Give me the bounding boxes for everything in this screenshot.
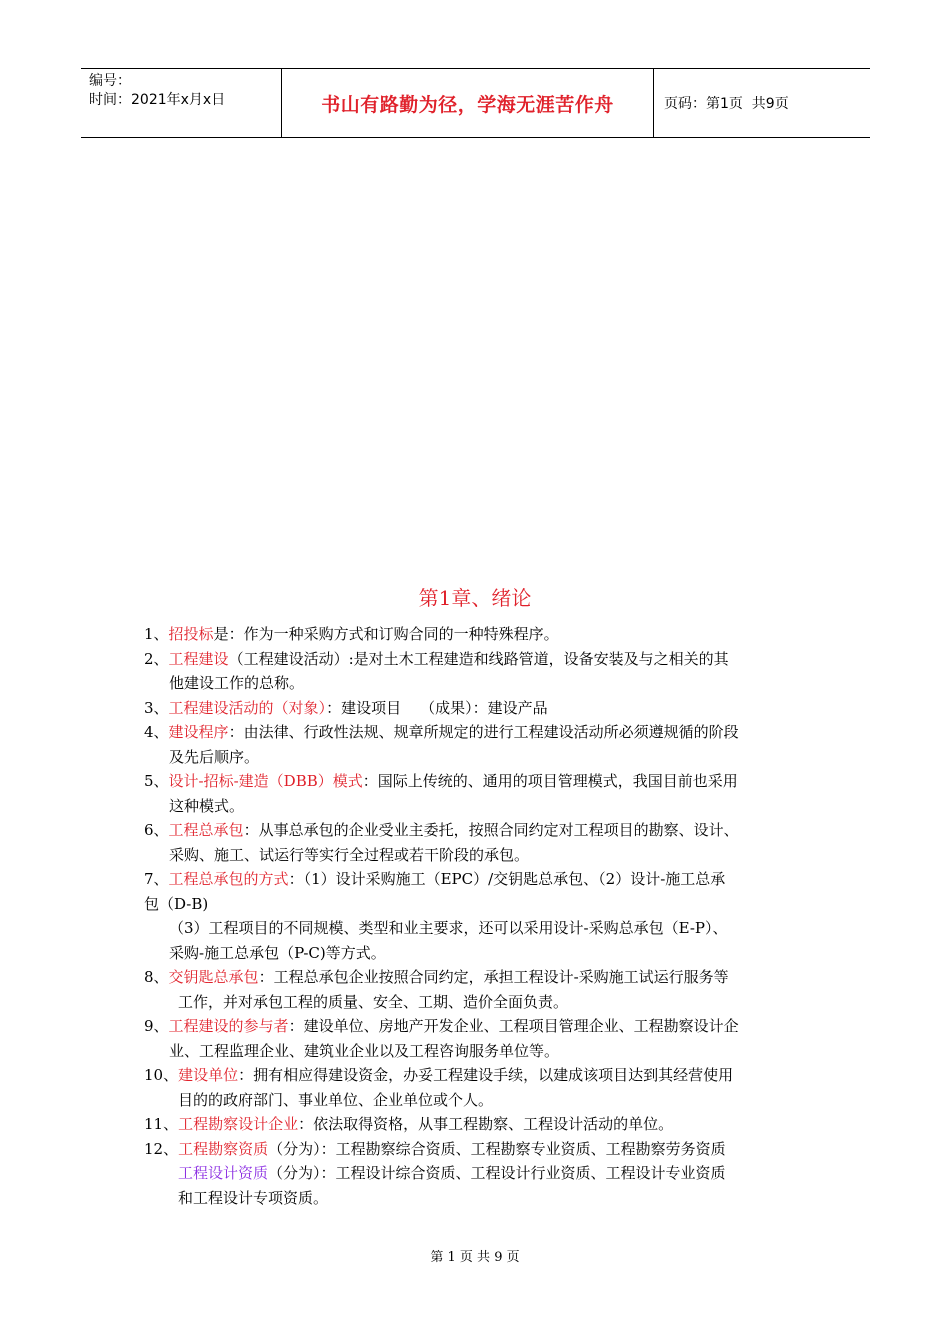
item-text: 是：作为一种采购方式和订购合同的一种特殊程序。	[213, 625, 559, 643]
list-item	[144, 1137, 808, 1211]
item-term: 工程建设活动的（对象）	[168, 698, 327, 717]
item-text: 这种模式。	[169, 796, 245, 815]
item-number: 10、	[144, 1066, 179, 1084]
item-term: 工程总承包的方式	[168, 870, 289, 888]
item-term: 设计-招标-建造（DBB）模式	[168, 772, 363, 790]
item-number: 12、	[144, 1139, 179, 1158]
item-text: ：由法律、行政性法规、规章所规定的进行工程建设活动所必须遵规循的阶段	[228, 723, 739, 741]
item-term: 工程建设的参与者	[168, 1017, 289, 1035]
item-number: 7、	[144, 870, 169, 888]
item-text: 采购-施工总承包（P-C)等方式。	[169, 943, 386, 962]
list-item	[144, 769, 808, 818]
list-item	[144, 1014, 808, 1063]
list-item	[144, 818, 808, 867]
item-text: 采购、施工、试运行等实行全过程或若干阶段的承包。	[169, 845, 530, 864]
item-term: 建设单位	[178, 1066, 239, 1084]
item-text: （工程建设活动）:是对土木工程建造和线路管道，设备安装及与之相关的其	[228, 649, 729, 668]
item-text: 和工程设计专项资质。	[178, 1188, 329, 1207]
item-text: （3）工程项目的不同规模、类型和业主要求，还可以采用设计-采购总承包（E-P）、	[169, 919, 728, 937]
item-number: 4、	[144, 723, 169, 741]
footer-page-number: 第 1 页 共 9 页	[430, 1250, 520, 1265]
item-term: 工程建设	[168, 649, 229, 668]
item-text: 目的的政府部门、事业单位、企业单位或个人。	[178, 1090, 494, 1109]
item-term: 建设程序	[168, 723, 229, 741]
list-item	[144, 720, 808, 769]
document-number-label: 编号：	[89, 73, 131, 89]
item-text: ：建设单位、房地产开发企业、工程项目管理企业、工程勘察设计企	[288, 1017, 739, 1035]
page-header	[81, 68, 870, 138]
item-text: （分为）：工程设计综合资质、工程设计行业资质、工程设计专业资质	[268, 1164, 726, 1182]
item-text: ：工程总承包企业按照合同约定，承担工程设计-采购施工试运行服务等	[258, 968, 729, 986]
item-text: 业、工程监理企业、建筑业企业以及工程咨询服务单位等。	[169, 1041, 560, 1060]
item-text: ：拥有相应得建设资金，办妥工程建设手续，以建成该项目达到其经营使用	[238, 1066, 734, 1084]
chapter-title: 第1章、绪论	[418, 586, 532, 610]
item-number: 5、	[144, 772, 169, 790]
item-text: ：依法取得资格，从事工程勘察、工程设计活动的单位。	[298, 1115, 674, 1133]
item-term: 招投标	[168, 625, 214, 643]
item-number: 9、	[144, 1017, 169, 1035]
item-number: 3、	[144, 698, 169, 717]
item-sub-term: 工程设计资质	[178, 1164, 269, 1182]
list-item	[144, 622, 808, 647]
item-term: 工程勘察设计企业	[178, 1115, 299, 1133]
page-footer	[0, 1246, 950, 1265]
list-item	[144, 696, 808, 721]
item-text: ：从事总承包的企业受业主委托，按照合同约定对工程项目的勘察、设计、	[243, 821, 739, 839]
item-text: （分为）：工程勘察综合资质、工程勘察专业资质、工程勘察劳务资质	[268, 1139, 726, 1158]
header-page-info	[654, 69, 870, 137]
item-number: 1、	[144, 625, 169, 643]
item-number: 2、	[144, 649, 169, 668]
header-page-label: 页码：第1页 共9页	[664, 96, 789, 112]
list-item	[144, 1063, 808, 1112]
item-text: ：国际上传统的、通用的项目管理模式，我国目前也采用	[362, 772, 738, 790]
list-item	[144, 965, 808, 1014]
item-text: 他建设工作的总称。	[169, 674, 305, 692]
header-motto: 书山有路勤为径，学海无涯苦作舟	[282, 69, 654, 137]
item-term: 交钥匙总承包	[168, 968, 259, 986]
item-number: 8、	[144, 968, 169, 986]
header-meta	[81, 69, 282, 137]
item-term: 工程总承包	[168, 821, 244, 839]
item-text: 包（D-B)	[144, 894, 209, 913]
item-number: 11、	[144, 1115, 179, 1133]
item-term: 工程勘察资质	[178, 1139, 269, 1158]
item-text: ：（1）设计采购施工（EPC）/交钥匙总承包、（2）设计-施工总承	[288, 870, 726, 888]
document-time-label: 时间：2021年x月x日	[89, 92, 226, 108]
definition-list	[144, 622, 808, 1210]
item-number: 6、	[144, 821, 169, 839]
list-item	[144, 647, 808, 696]
list-item	[144, 1112, 808, 1137]
item-text: ：建设项目 （成果）：建设产品	[326, 698, 548, 717]
list-item	[144, 867, 808, 965]
item-text: 工作，并对承包工程的质量、安全、工期、造价全面负责。	[178, 992, 569, 1011]
item-text: 及先后顺序。	[169, 747, 260, 766]
